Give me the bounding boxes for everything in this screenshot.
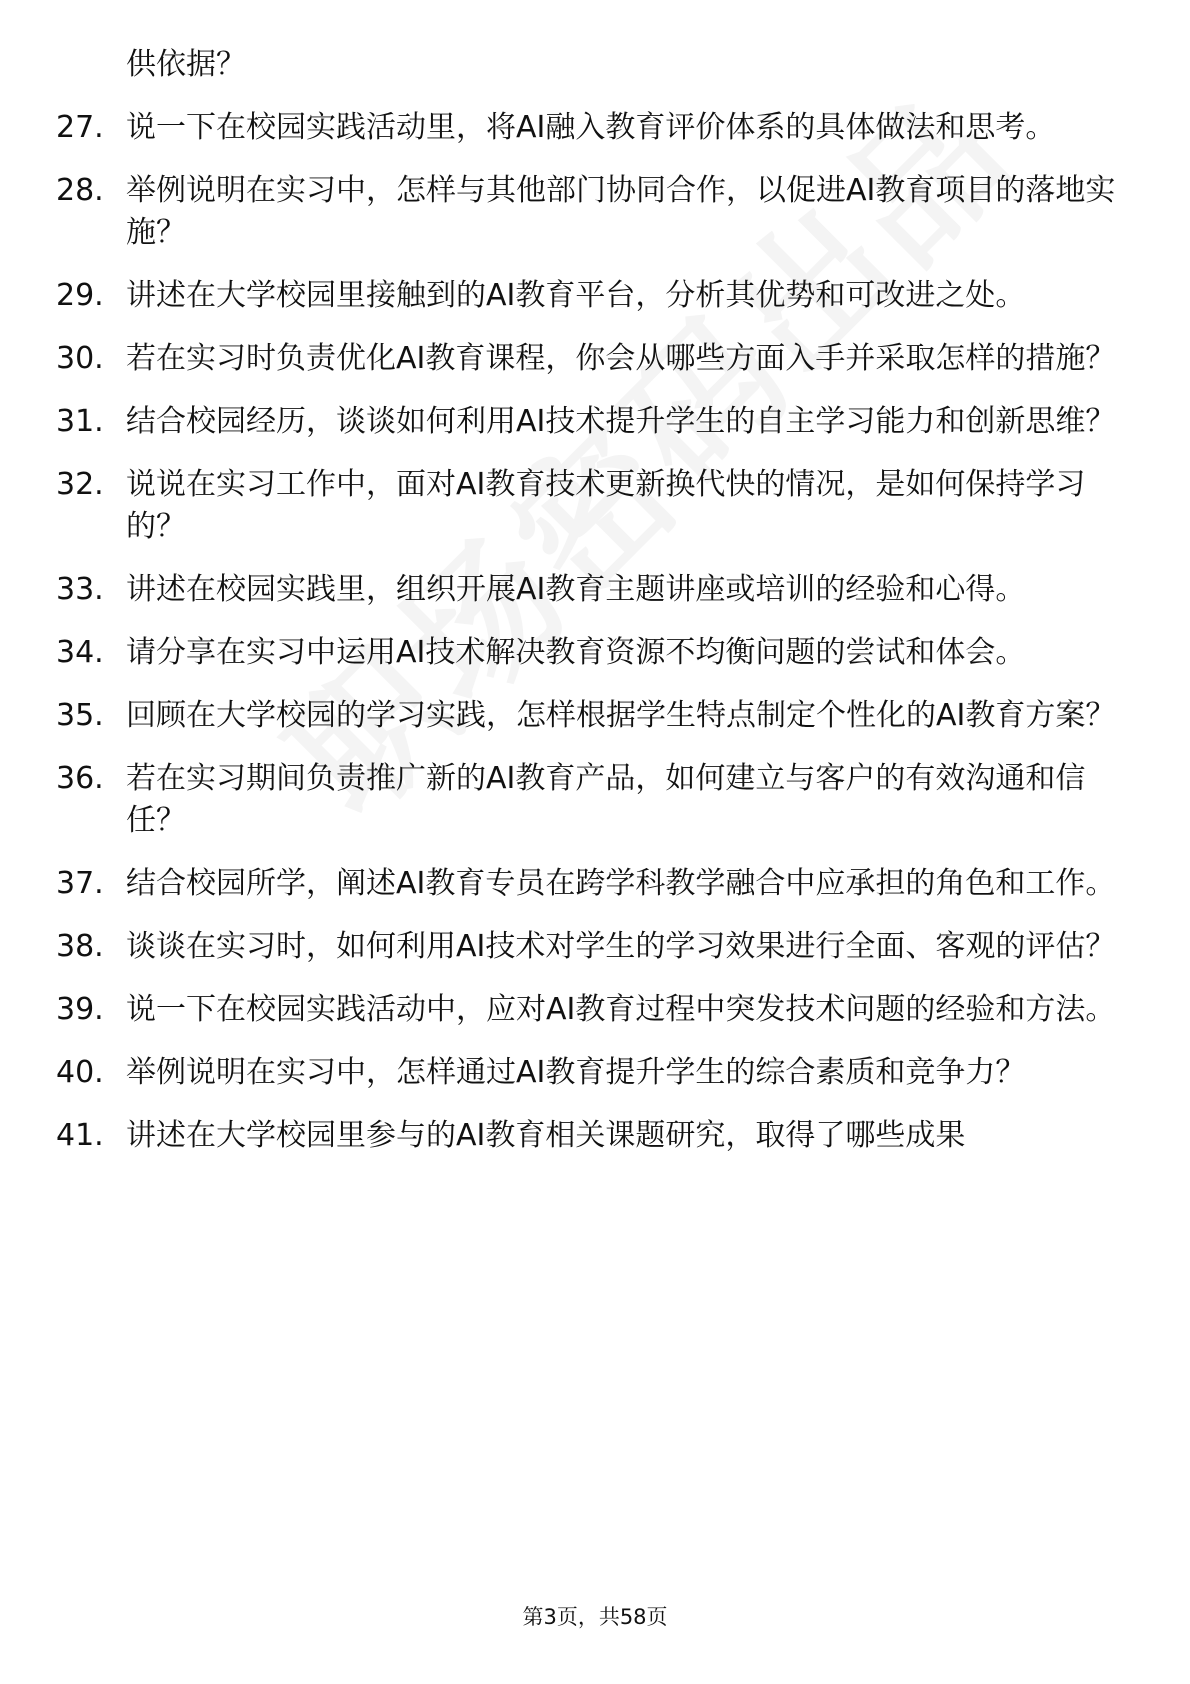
question-text: 讲述在校园实践里，组织开展AI教育主题讲座或培训的经验和心得。 [126,572,1026,607]
question-continuation [56,44,1116,86]
question-number: 41. [56,1118,104,1153]
question-item [56,338,1116,380]
question-item [56,1052,1116,1094]
page-number-label: 第3页，共58页 [522,1605,668,1629]
question-item [56,569,1116,611]
question-number: 31. [56,404,104,439]
question-item [56,695,1116,737]
question-number: 35. [56,698,104,733]
question-number: 32. [56,467,104,502]
question-item [56,464,1116,548]
question-text: 回顾在大学校园的学习实践，怎样根据学生特点制定个性化的AI教育方案？ [126,698,1116,733]
question-item [56,1115,1116,1157]
question-number: 29. [56,278,104,313]
question-continuation-text: 供依据？ [126,47,246,82]
question-number: 28. [56,173,104,208]
question-text: 请分享在实习中运用AI技术解决教育资源不均衡问题的尝试和体会。 [126,635,1026,670]
question-text: 谈谈在实习时，如何利用AI技术对学生的学习效果进行全面、客观的评估？ [126,929,1116,964]
question-number: 39. [56,992,104,1027]
question-item [56,275,1116,317]
question-item [56,863,1116,905]
question-text: 结合校园经历，谈谈如何利用AI技术提升学生的自主学习能力和创新思维？ [126,404,1116,439]
question-text: 举例说明在实习中，怎样通过AI教育提升学生的综合素质和竞争力？ [126,1055,1026,1090]
question-number: 36. [56,761,104,796]
question-number: 33. [56,572,104,607]
question-item [56,170,1116,254]
question-text: 说说在实习工作中，面对AI教育技术更新换代快的情况，是如何保持学习的？ [126,467,1086,544]
question-list [56,44,1116,1178]
question-item [56,401,1116,443]
question-item [56,758,1116,842]
question-number: 34. [56,635,104,670]
question-number: 40. [56,1055,104,1090]
question-text: 若在实习期间负责推广新的AI教育产品，如何建立与客户的有效沟通和信任？ [126,761,1086,838]
question-text: 讲述在大学校园里接触到的AI教育平台，分析其优势和可改进之处。 [126,278,1026,313]
question-text: 若在实习时负责优化AI教育课程，你会从哪些方面入手并采取怎样的措施？ [126,341,1116,376]
question-number: 27. [56,110,104,145]
question-item [56,107,1116,149]
question-text: 说一下在校园实践活动中，应对AI教育过程中突发技术问题的经验和方法。 [126,992,1116,1027]
question-number: 37. [56,866,104,901]
page-footer [0,1602,1190,1632]
question-text: 说一下在校园实践活动里，将AI融入教育评价体系的具体做法和思考。 [126,110,1056,145]
question-text: 讲述在大学校园里参与的AI教育相关课题研究，取得了哪些成果 [126,1118,966,1153]
question-item [56,632,1116,674]
question-item [56,926,1116,968]
question-number: 30. [56,341,104,376]
question-text: 举例说明在实习中，怎样与其他部门协同合作，以促进AI教育项目的落地实施？ [126,173,1116,250]
question-item [56,989,1116,1031]
question-text: 结合校园所学，阐述AI教育专员在跨学科教学融合中应承担的角色和工作。 [126,866,1116,901]
question-number: 38. [56,929,104,964]
